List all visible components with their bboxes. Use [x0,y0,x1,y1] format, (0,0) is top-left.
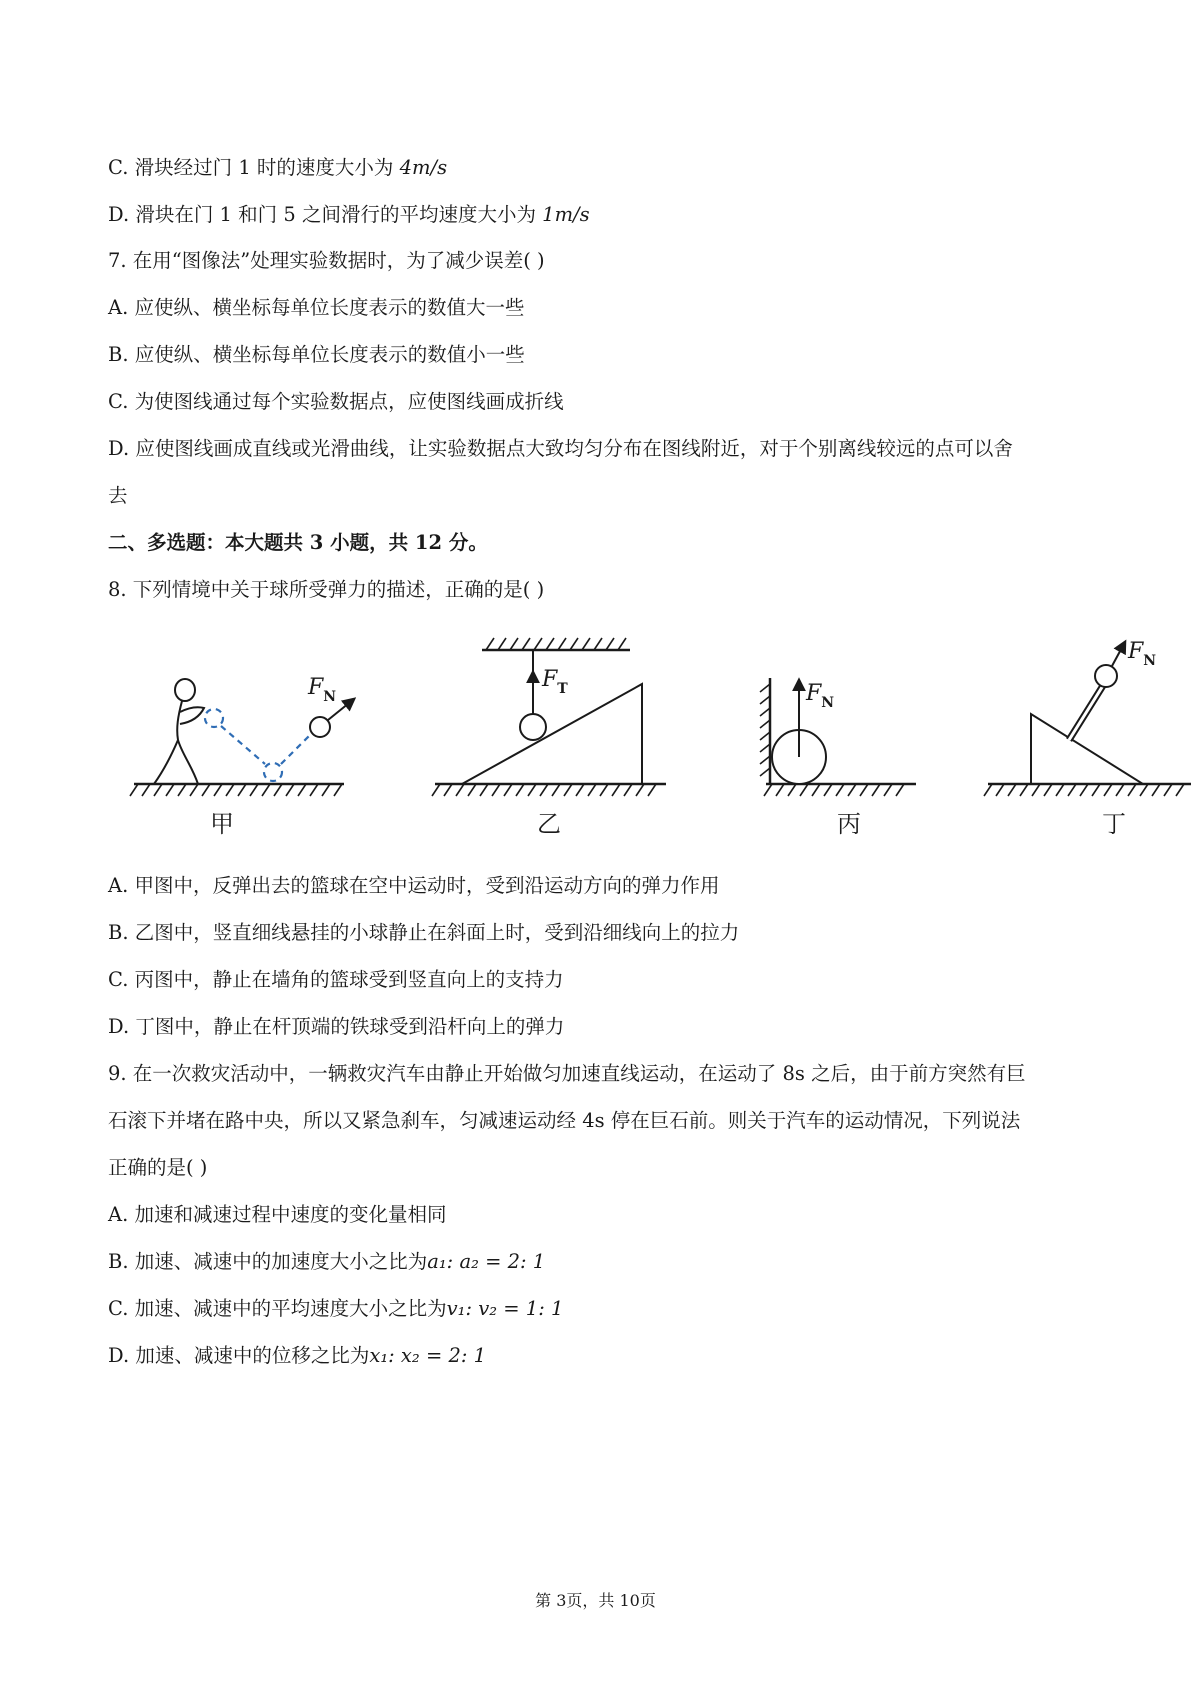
q6-option-c-text: C. 滑块经过门 1 时的速度大小为 [108,156,400,179]
label-jia: 甲 [210,810,234,838]
q8-option-c: C. 丙图中，静止在墙角的篮球受到竖直向上的支持力 [108,968,564,991]
q8-option-a: A. 甲图中，反弹出去的篮球在空中运动时，受到沿运动方向的弹力作用 [108,874,720,897]
q9-option-c-math: v₁: v₂ = 1: 1 [446,1297,564,1320]
q7-option-d-line1: D. 应使图线画成直线或光滑曲线，让实验数据点大致均匀分布在图线附近，对于个别离线较远的点可以舍 [108,437,1013,460]
scene-jia [130,675,354,838]
force-label-yi: $F_T$ [542,667,568,697]
q8-option-b: B. 乙图中，竖直细线悬挂的小球静止在斜面上时，受到沿细线向上的拉力 [108,921,740,944]
q6-option-d-math: 1m/s [542,203,590,226]
scene-bing [760,678,916,838]
q9-option-b-math: a₁: a₂ = 2: 1 [427,1250,546,1273]
q7-option-c: C. 为使图线通过每个实验数据点，应使图线画成折线 [108,390,564,413]
force-label-ding: $F_N$ [1128,639,1157,669]
q7-option-b: B. 应使纵、横坐标每单位长度表示的数值小一些 [108,343,525,366]
q9-stem-line1: 9. 在一次救灾活动中，一辆救灾汽车由静止开始做匀加速直线运动，在运动了 8s 之后，由于前方突然有巨 [108,1062,1026,1085]
q9-option-d [108,1342,486,1370]
q9-option-c [108,1295,563,1323]
label-ding: 丁 [1102,810,1126,838]
q9-option-d-text: D. 加速、减速中的位移之比为 [108,1344,370,1367]
q9-stem-line3: 正确的是( ) [108,1156,208,1179]
force-label-jia: $F_N$ [308,675,337,705]
q8-stem: 8. 下列情境中关于球所受弹力的描述，正确的是( ) [108,578,545,601]
q9-option-d-math: x₁: x₂ = 2: 1 [369,1344,487,1367]
section-heading: 二、多选题：本大题共 3 小题，共 12 分。 [108,531,488,554]
scene-yi [432,638,666,838]
q8-figure [108,636,1191,846]
label-yi: 乙 [537,810,561,838]
q9-option-b-text: B. 加速、减速中的加速度大小之比为 [108,1250,428,1273]
scene-ding [984,639,1191,838]
ball-ding [1095,665,1117,687]
wedge-ding [1031,714,1143,784]
q7-stem: 7. 在用“图像法”处理实验数据时，为了减少误差( ) [108,249,545,272]
q6-option-d-text: D. 滑块在门 1 和门 5 之间滑行的平均速度大小为 [108,203,543,226]
q8-option-d: D. 丁图中，静止在杆顶端的铁球受到沿杆向上的弹力 [108,1015,565,1038]
label-bing: 丙 [837,810,861,838]
basketball-jia [310,717,330,737]
q9-option-b [108,1248,545,1276]
person-figure [154,679,204,784]
q6-option-c [108,154,447,182]
page-footer: 第 3页，共 10页 [535,1591,656,1610]
force-label-bing: $F_N$ [806,681,835,711]
q6-option-c-math: 4m/s [399,156,448,179]
force-arrow-ding [1112,642,1125,666]
q6-option-d [108,201,590,229]
q9-option-a: A. 加速和减速过程中速度的变化量相同 [108,1203,447,1226]
q9-stem-line2: 石滚下并堵在路中央，所以又紧急刹车，匀减速运动经 4s 停在巨石前。则关于汽车的运动情况，下列说法 [108,1109,1021,1132]
ball-yi [520,714,546,740]
q7-option-d-line2: 去 [108,484,128,507]
q7-option-a: A. 应使纵、横坐标每单位长度表示的数值大一些 [108,296,525,319]
q9-option-c-text: C. 加速、减速中的平均速度大小之比为 [108,1297,447,1320]
ball-trajectory [205,709,311,781]
incline-yi [462,684,642,784]
